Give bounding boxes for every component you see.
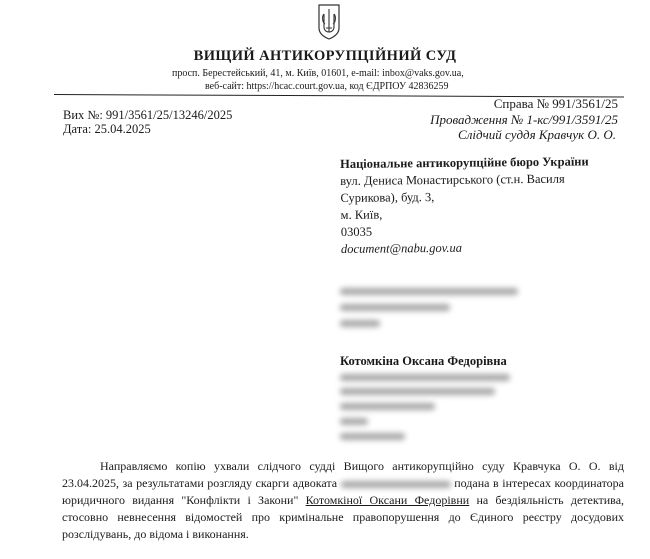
underlined-person-name: Котомкіної Оксани Федорівни — [305, 493, 470, 507]
recipient-street-1: вул. Дениса Монастирського (ст.н. Василя — [340, 171, 565, 188]
redacted-line — [340, 388, 495, 395]
redacted-line — [340, 320, 380, 327]
redacted-line — [340, 288, 518, 295]
recipient-street-2: Сурикова), буд. 3, — [340, 190, 435, 205]
proceeding-number: Провадження № 1-кс/991/3591/25 — [430, 112, 618, 127]
letter-text-part-2: подана в інтересах координатора юридичного видання "Конфлікти і Закони" — [62, 476, 625, 507]
court-address: просп. Берестейський, 41, м. Київ, 01601, e-mail: inbox@vaks.gov.ua, — [172, 68, 464, 79]
outgoing-date: Дата: 25.04.2025 — [63, 122, 151, 136]
court-name: ВИЩИЙ АНТИКОРУПЦІЙНИЙ СУД — [193, 48, 457, 64]
recipient-postcode: 03035 — [340, 224, 373, 239]
letter-text-part-1: Направляємо копію ухвали слідчого судді Вищого антикорупційно суду Кравчука О. О. від 23.04.2025, за результатами розгляду скарги адвоката — [62, 459, 624, 490]
redacted-line — [340, 403, 435, 410]
investigating-judge: Слідчий суддя Кравчук О. О. — [458, 127, 616, 142]
court-website: веб-сайт: https://hcac.court.gov.ua, код ЄДРПОУ 42836259 — [205, 81, 449, 92]
redacted-line — [340, 433, 405, 440]
case-number: Справа № 991/3561/25 — [493, 96, 618, 111]
letter-paragraph — [62, 458, 624, 543]
recipient-block — [340, 153, 590, 258]
recipient-city: м. Київ, — [340, 207, 383, 222]
outgoing-number: Вих №: 991/3561/25/13246/2025 — [63, 108, 233, 122]
second-recipient-name: Котомкіна Оксана Федорівна — [340, 354, 507, 368]
redacted-line — [340, 304, 450, 311]
redacted-advocate-name — [341, 481, 451, 488]
coat-of-arms-icon — [316, 2, 342, 40]
redacted-line — [340, 374, 510, 381]
redacted-line — [340, 418, 368, 425]
recipient-email: document@nabu.gov.ua — [340, 240, 463, 256]
letter-text-part-3: на бездіяльність детектива, стосовно невнесення відомостей про кримінальне правопорушення до Єдиного реєстру досудових розслідувань, до відома і виконання. — [62, 493, 625, 541]
letter-body — [62, 458, 624, 543]
recipient-organization: Національне антикорупційне бюро України — [340, 154, 589, 171]
